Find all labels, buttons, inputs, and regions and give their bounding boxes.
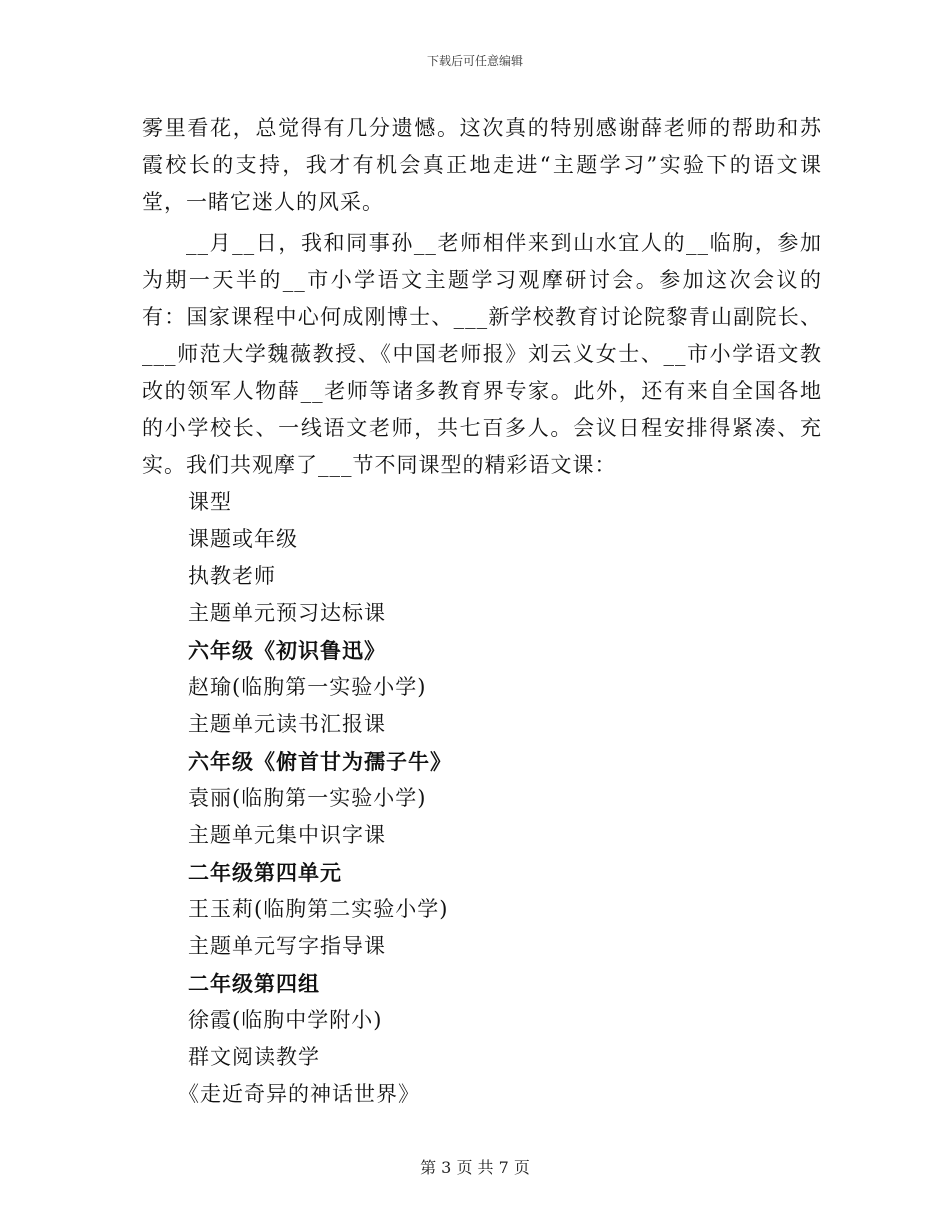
- list-item: 主题单元写字指导课: [188, 934, 386, 958]
- list-item: 袁丽(临朐第一实验小学): [188, 786, 427, 810]
- list-item: 赵瑜(临朐第一实验小学): [188, 675, 427, 699]
- list-item: 二年级第四单元: [188, 860, 342, 885]
- list-item: 执教老师: [188, 564, 276, 588]
- list-item: 六年级《俯首甘为孺子牛》: [188, 749, 452, 774]
- list-item: 六年级《初识鲁迅》: [188, 638, 386, 663]
- list-item: 课题或年级: [188, 527, 298, 551]
- list-item: 课型: [188, 490, 232, 514]
- list-item: 《走近奇异的神话世界》: [178, 1082, 420, 1106]
- document-body: [142, 110, 822, 1113]
- list-item: 徐霞(临朐中学附小): [188, 1008, 383, 1032]
- list-item: 群文阅读教学: [188, 1045, 320, 1069]
- list-item: 王玉莉(临朐第二实验小学): [188, 897, 449, 921]
- page-footer: 第 3 页 共 7 页: [420, 1158, 530, 1177]
- page-header: 下载后可任意编辑: [426, 54, 523, 68]
- list-item: 主题单元预习达标课: [188, 601, 386, 625]
- list-item: 主题单元读书汇报课: [188, 712, 386, 736]
- paragraph-1: 雾里看花，总觉得有几分遗憾。这次真的特别感谢薛老师的帮助和苏霞校长的支持，我才有机会真正地走进“主题学习”实验下的语文课堂，一睹它迷人的风采。: [142, 116, 822, 214]
- list-item: 二年级第四组: [188, 971, 320, 996]
- list-item: 主题单元集中识字课: [188, 823, 386, 847]
- lesson-list: [142, 484, 822, 1113]
- paragraph-2: __月__日，我和同事孙__老师相伴来到山水宜人的__临朐，参加为期一天半的__市小学语文主题学习观摩研讨会。参加这次会议的有：国家课程中心何成刚博士、___新学校教育讨论院黎青山副院长、___师范大学魏薇教授、《中国老师报》刘云义女士、__市小学语文教改的领军人物薛__老师等诸多教育界专家。此外，还有来自全国各地的小学校长、一线语文老师，共七百多人。会议日程安排得紧凑、充实。我们共观摩了___节不同课型的精彩语文课：: [142, 231, 822, 477]
